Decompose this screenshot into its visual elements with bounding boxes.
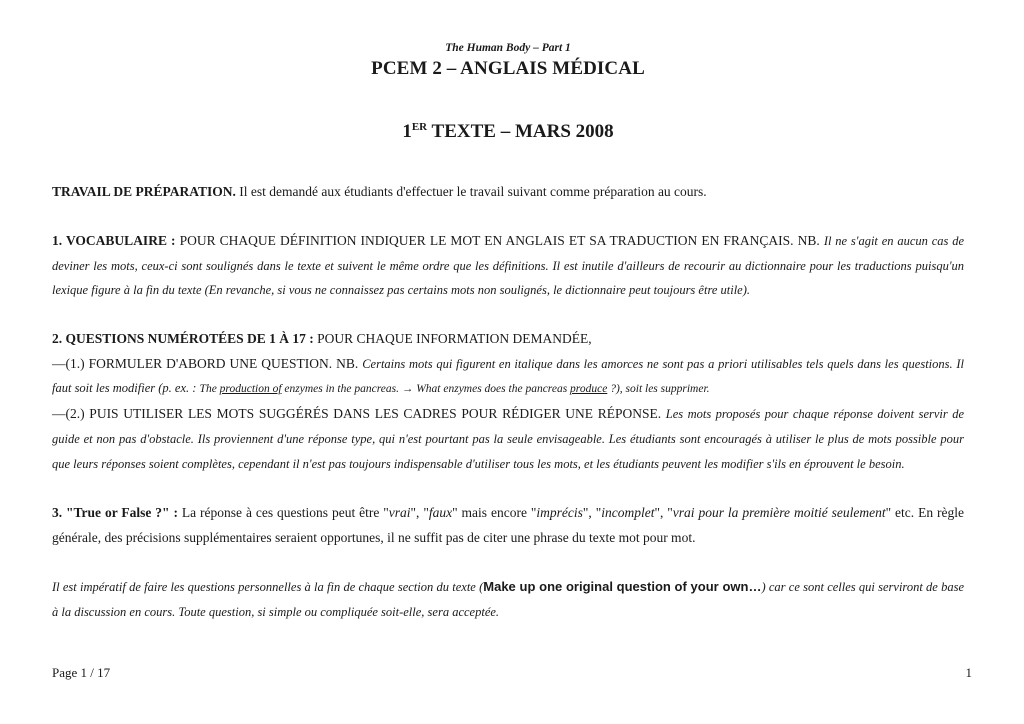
questions-item2-label: —(2.) PUIS UTILISER LES MOTS SUGGÉRÉS DANS LES CADRES POUR RÉDIGER UNE RÉPONSE. bbox=[52, 406, 666, 422]
questions-item1-note: Certains mots qui figurent en italique dans les amorces ne sont pas a priori utilisables tels quels dans les questions. Il faut soit les modifier (p. ex. : bbox=[52, 356, 965, 396]
original-question-prompt: Make up one original question of your own… bbox=[483, 579, 762, 594]
questions-paragraph bbox=[52, 327, 964, 476]
vocabulary-paragraph bbox=[52, 229, 964, 303]
questions-item2-note: Les mots proposés pour chaque réponse doivent servir de guide et non pas d'obstacle. Ils proviennent d'une réponse type, qui n'est pourtant pas la seule envisageable. Les étudiants sont encouragés à utiliser le plus de mots possible pour que leurs réponses soient complètes, cependant il n'est pas toujours indispensable d'utiliser tous les mots, et les étudiants peuvent les modifier s'ils en éprouvent le besoin. bbox=[52, 407, 965, 471]
text-title-rest: TEXTE – MARS 2008 bbox=[427, 121, 614, 142]
text-title-sup: ER bbox=[411, 121, 428, 133]
imperative-paragraph: Il est impératif de faire les questions personnelles à la fin de chaque section du texte (Make up one original question of your own…) car ce sont celles qui serviront de base à la discussion en cours. Toute question, si simple ou compliquée soit-elle, sera acceptée. bbox=[52, 579, 965, 619]
preparation-paragraph bbox=[52, 180, 964, 205]
text-title bbox=[52, 121, 964, 143]
document-title: PCEM 2 – ANGLAIS MÉDICAL bbox=[371, 58, 645, 79]
text-title-number: 1 bbox=[402, 121, 412, 142]
page-number: 1 bbox=[965, 665, 972, 680]
page-label: Page 1 / 17 bbox=[52, 665, 111, 680]
true-false-lead: 3. "True or False ?" : bbox=[52, 505, 178, 520]
true-false-paragraph: 3. "True or False ?" : La réponse à ces questions peut être "vrai", "faux" mais encore "imprécis", "incomplet", "vrai pour la première moitié seulement" etc. En règle générale, des précisions supplémentaires seraient opportunes, il ne suffit pas de citer une phrase du texte mot pour mot. bbox=[52, 505, 964, 545]
preparation-lead: TRAVAIL DE PRÉPARATION. bbox=[52, 184, 236, 199]
questions-item1-label: —(1.) FORMULER D'ABORD UNE QUESTION. NB. bbox=[52, 355, 363, 371]
document-subtitle: The Human Body – Part 1 bbox=[445, 42, 571, 54]
questions-lead: 2. QUESTIONS NUMÉROTÉES DE 1 À 17 : bbox=[52, 331, 314, 346]
questions-text: POUR CHAQUE INFORMATION DEMANDÉE, bbox=[313, 331, 592, 346]
preparation-text: Il est demandé aux étudiants d'effectuer le travail suivant comme préparation au cours. bbox=[235, 184, 707, 199]
questions-example: The production of enzymes in the pancreas. → What enzymes does the pancreas produce ?), soit les supprimer. bbox=[199, 383, 710, 396]
vocabulary-lead: 1. VOCABULAIRE : bbox=[52, 233, 176, 248]
vocabulary-note: Il ne s'agit en aucun cas de deviner les mots, ceux-ci sont soulignés dans le texte et suivent le même ordre que les définitions. Il est inutile d'ailleurs de recourir au dictionnaire pour les traductions puisqu'un lexique figure à la fin du texte (En revanche, si vous ne connaissez pas certains mots non soulignés, le dictionnaire peut toujours être utile). bbox=[52, 234, 964, 298]
vocabulary-text: POUR CHAQUE DÉFINITION INDIQUER LE MOT EN ANGLAIS ET SA TRADUCTION EN FRANÇAIS. NB. bbox=[175, 233, 824, 248]
